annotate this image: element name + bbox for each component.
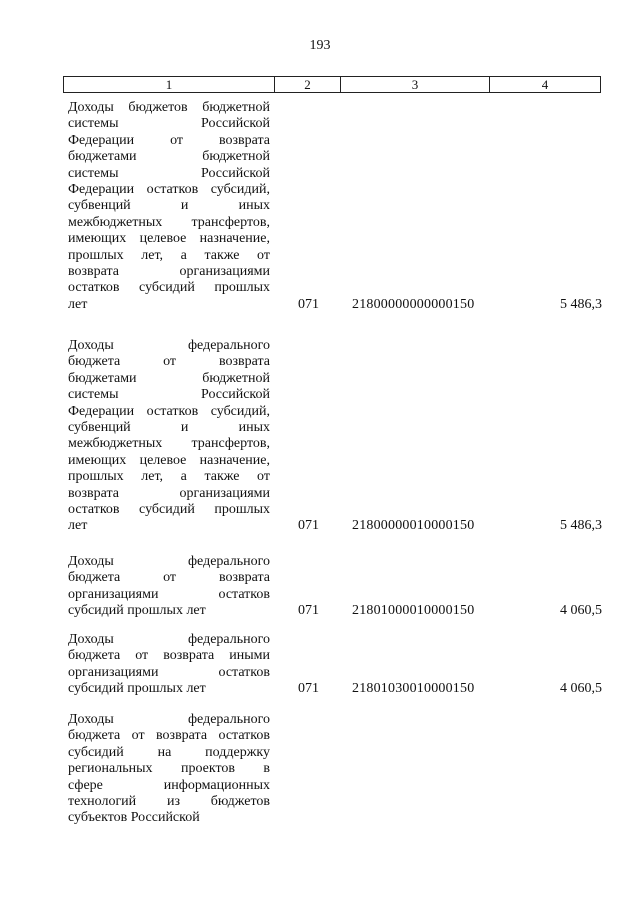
description-line: имеющих целевое назначение, (68, 452, 270, 468)
description-line: лет (68, 518, 88, 534)
row-code: 071 (298, 681, 319, 697)
description-line: Федерации остатков субсидий, (68, 403, 270, 419)
description-line: возврата организациями (68, 264, 270, 280)
description-line: имеющих целевое назначение, (68, 231, 270, 247)
row-code: 071 (298, 296, 319, 312)
row-amount: 5 486,3 (560, 296, 602, 312)
row-description (68, 554, 270, 620)
description-line: субвенций и иных (68, 198, 270, 214)
description-line: бюджета от возврата (68, 570, 270, 586)
row-kbk: 21800000010000150 (352, 518, 475, 534)
description-line: субсидий на поддержку (68, 744, 270, 760)
row-kbk: 21801000010000150 (352, 603, 475, 619)
description-line: организациями остатков (68, 586, 270, 602)
description-line: остатков субсидий прошлых (68, 502, 270, 518)
description-line: остатков субсидий прошлых (68, 280, 270, 296)
description-line: бюджета от возврата (68, 354, 270, 370)
description-line: субвенций и иных (68, 420, 270, 436)
description-line: субсидий прошлых лет (68, 681, 206, 697)
table-header (63, 76, 601, 93)
row-amount: 4 060,5 (560, 681, 602, 697)
row-description (68, 338, 270, 535)
page-number: 193 (309, 38, 331, 53)
row-description (68, 712, 270, 827)
description-line: Доходы федерального (68, 554, 270, 569)
description-line: субсидий прошлых лет (68, 603, 206, 619)
row-amount: 5 486,3 (560, 518, 602, 534)
description-line: организациями остатков (68, 664, 270, 680)
description-line: Доходы федерального (68, 712, 270, 727)
description-line: региональных проектов в (68, 761, 270, 777)
description-line: бюджета от возврата иными (68, 648, 270, 664)
description-line: сфере информационных (68, 777, 270, 793)
description-line: возврата организациями (68, 485, 270, 501)
description-line: прошлых лет, а также от (68, 247, 270, 263)
row-description (68, 100, 270, 313)
header-col-3: 3 (341, 77, 490, 92)
description-line: Федерации остатков субсидий, (68, 182, 270, 198)
header-col-4: 4 (541, 76, 549, 92)
row-kbk: 21801030010000150 (352, 681, 475, 697)
description-line: субъектов Российской (68, 810, 200, 826)
description-line: прошлых лет, а также от (68, 469, 270, 485)
description-line: системы Российской (68, 387, 270, 403)
description-line: бюджета от возврата остатков (68, 728, 270, 744)
row-description (68, 632, 270, 698)
description-line: технологий из бюджетов (68, 794, 270, 810)
description-line: Доходы федерального (68, 632, 270, 647)
description-line: Доходы федерального (68, 338, 270, 353)
description-line: системы Российской (68, 116, 270, 132)
description-line: Доходы бюджетов бюджетной (68, 100, 270, 115)
row-kbk: 21800000000000150 (352, 296, 475, 312)
description-line: бюджетами бюджетной (68, 149, 270, 165)
row-amount: 4 060,5 (560, 603, 602, 619)
description-line: бюджетами бюджетной (68, 370, 270, 386)
description-line: межбюджетных трансфертов, (68, 214, 270, 230)
row-code: 071 (298, 603, 319, 619)
description-line: межбюджетных трансфертов, (68, 436, 270, 452)
description-line: лет (68, 296, 88, 312)
description-line: Федерации от возврата (68, 132, 270, 148)
header-col-2: 2 (275, 77, 341, 92)
description-line: системы Российской (68, 165, 270, 181)
row-code: 071 (298, 518, 319, 534)
header-col-1: 1 (64, 77, 275, 92)
